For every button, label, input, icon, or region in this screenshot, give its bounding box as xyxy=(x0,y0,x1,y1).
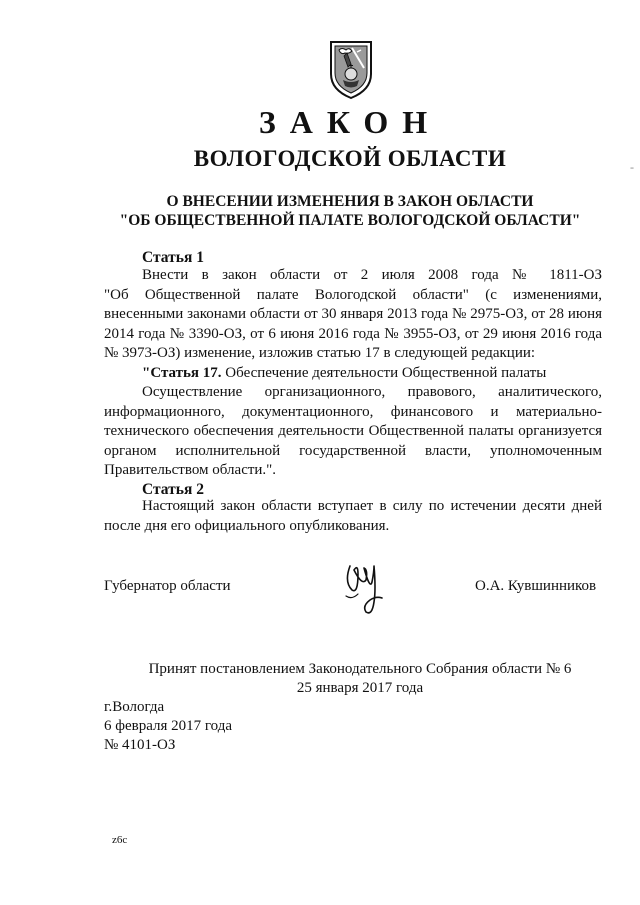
adoption-date: 25 января 2017 года xyxy=(296,680,424,696)
article-1-line: Внести в закон области от 2 июля 2008 года № 1811-ОЗ xyxy=(142,267,602,283)
quoted-article-line: Осуществление организационного, правового, аналитического, xyxy=(142,384,602,400)
article-2-line: Настоящий закон области вступает в силу по истечении десяти дней xyxy=(142,498,602,514)
city: г.Вологда xyxy=(104,699,165,715)
document-code: z6c xyxy=(112,834,128,846)
coat-of-arms-icon xyxy=(327,40,375,100)
quoted-article-line: информационного, документационного, финансового и материально- xyxy=(104,403,602,420)
handwritten-signature-icon xyxy=(338,560,390,618)
article-1-heading: Статья 1 xyxy=(142,249,204,266)
quoted-article-line: технического обеспечения деятельности Общественной палаты организуется xyxy=(104,423,602,439)
article-1-line: № 3973-ОЗ) изменение, изложив статью 17 в следующей редакции: xyxy=(104,345,536,361)
quoted-article-line: Правительством области.". xyxy=(104,462,277,478)
law-number: № 4101-ОЗ xyxy=(104,737,176,753)
amendment-title-line1: О ВНЕСЕНИИ ИЗМЕНЕНИЯ В ЗАКОН ОБЛАСТИ xyxy=(166,193,534,210)
article-1-line: внесенными законами области от 30 января 2013 года № 2975-ОЗ, от 28 июня xyxy=(104,306,602,322)
signatory-name: О.А. Кувшинников xyxy=(475,578,597,594)
quoted-article-heading xyxy=(142,364,602,384)
article-2-heading: Статья 2 xyxy=(142,481,204,498)
adoption-line1: Принят постановлением Законодательного Собрания области № 6 xyxy=(148,661,572,677)
quoted-article-number: "Статья 17. xyxy=(142,364,222,381)
margin-mark: - xyxy=(630,160,634,174)
signing-date: 6 февраля 2017 года xyxy=(104,718,233,734)
document-type-title: ЗАКОН xyxy=(258,104,442,140)
quoted-article-title: Обеспечение деятельности Общественной палаты xyxy=(221,364,547,381)
region-title: ВОЛОГОДСКОЙ ОБЛАСТИ xyxy=(193,146,507,171)
article-1-line: 2014 года № 3390-ОЗ, от 6 июня 2016 года № 3955-ОЗ, от 29 июня 2016 года xyxy=(104,325,602,342)
quoted-article-line: органом исполнительной государственной власти, уполномоченным xyxy=(104,442,602,459)
article-1-line: "Об Общественной палате Вологодской области" (с изменениями, xyxy=(104,286,602,303)
amendment-title-line2: "ОБ ОБЩЕСТВЕННОЙ ПАЛАТЕ ВОЛОГОДСКОЙ ОБЛАСТИ" xyxy=(119,212,581,229)
article-2-line: после дня его официального опубликования. xyxy=(104,517,390,534)
signatory-position: Губернатор области xyxy=(104,578,231,594)
